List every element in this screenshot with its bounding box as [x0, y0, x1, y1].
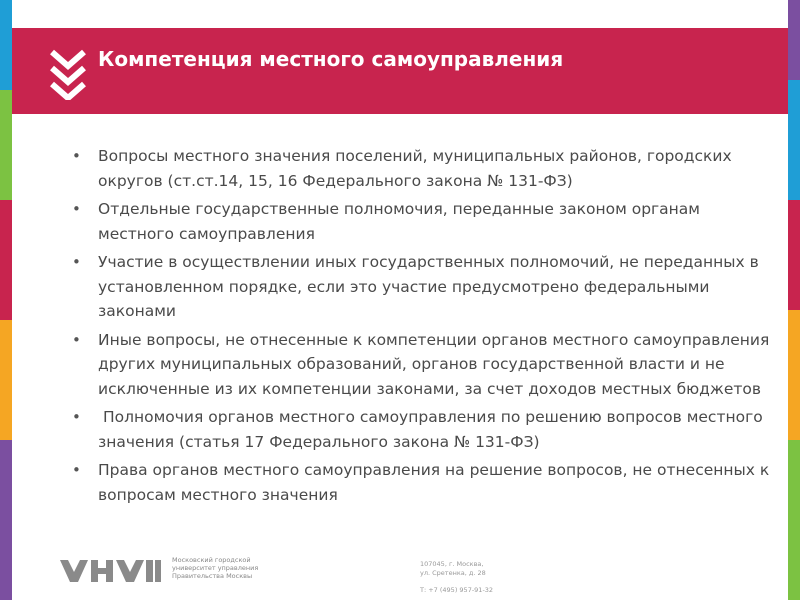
bullet-text: Вопросы местного значения поселений, муниципальных районов, городских округов (ст.ст.14, 15, 16 Федерального закона № 131-ФЗ): [98, 147, 732, 190]
bullet-text: Отдельные государственные полномочия, переданные законом органам местного самоуправления: [98, 200, 700, 243]
bullet-text: Участие в осуществлении иных государственных полномочий, не переданных в установленном порядке, если это участие предусмотрено федеральными законами: [98, 253, 759, 320]
organization-name: Московский городской университет управления Правительства Москвы: [172, 556, 259, 580]
phone-number: Т: +7 (495) 957-91-32: [420, 586, 494, 594]
list-item: • Отдельные государственные полномочия, переданные законом органам местного самоуправления: [72, 200, 700, 243]
address: 107045, г. Москва, ул. Сретенка, д. 28 Т: +7 (495) 957-91-32: [420, 560, 540, 595]
left-color-edge: [0, 0, 12, 600]
triple-chevron-down-icon: [48, 46, 88, 100]
university-logo: [58, 558, 162, 584]
slide-header: [12, 28, 788, 114]
list-item: • Вопросы местного значения поселений, муниципальных районов, городских округов (ст.ст.14, 15, 16 Федерального закона № 131-ФЗ): [72, 147, 732, 190]
bullet-text: Иные вопросы, не отнесенные к компетенции органов местного самоуправления других муниципальных образований, органов государственной власти и не исключенные из их компетенции законами, за счет доходов местных бюджетов: [98, 330, 770, 398]
right-color-edge: [788, 0, 800, 600]
slide-footer: [12, 548, 788, 600]
list-item: • Полномочия органов местного самоуправления по решению вопросов местного значения (статья 17 Федерального закона № 131-ФЗ): [72, 408, 768, 451]
bullet-text: Полномочия органов местного самоуправления по решению вопросов местного значения (статья 17 Федерального закона № 131-ФЗ): [98, 408, 768, 451]
bullet-text: Права органов местного самоуправления на решение вопросов, не отнесенных к вопросам местного значения: [98, 461, 770, 504]
list-item: • Права органов местного самоуправления на решение вопросов, не отнесенных к вопросам местного значения: [72, 461, 770, 504]
list-item: • Иные вопросы, не отнесенные к компетенции органов местного самоуправления других муниципальных образований, органов государственной власти и не исключенные из их компетенции законами, за счет доходов местных бюджетов: [72, 330, 770, 398]
list-item: • Участие в осуществлении иных государственных полномочий, не переданных в установленном порядке, если это участие предусмотрено федеральными законами: [72, 253, 759, 320]
slide: [12, 0, 788, 600]
slide-title: Компетенция местного самоуправления: [98, 47, 564, 71]
bullet-list: [70, 144, 770, 511]
